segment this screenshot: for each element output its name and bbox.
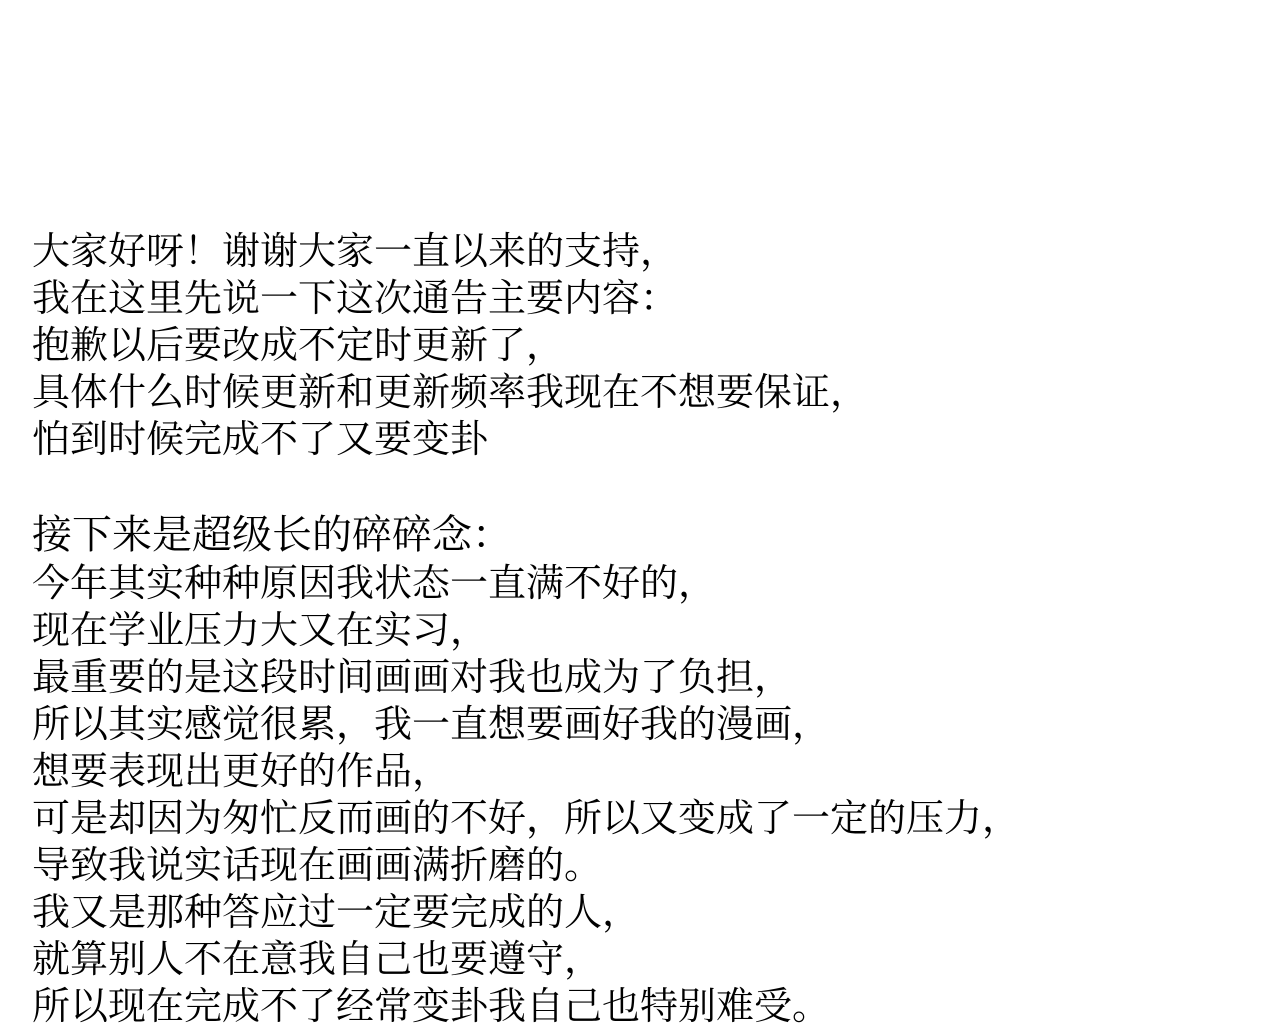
rambling-line-10: 所以现在完成不了经常变卦我自己也特别难受。 <box>32 984 831 1028</box>
rambling-line-6: 可是却因为匆忙反而画的不好，所以又变成了一定的压力， <box>32 796 1021 840</box>
rambling-line-5: 想要表现出更好的作品， <box>32 749 451 793</box>
paragraph-spacer <box>32 463 1248 510</box>
rambling-line-3: 最重要的是这段时间画画对我也成为了负担， <box>32 655 793 699</box>
announcement-line-4: 具体什么时候更新和更新频率我现在不想要保证， <box>32 370 869 414</box>
rambling-line-1: 今年其实种种原因我状态一直满不好的， <box>32 561 717 605</box>
rambling-line-8: 我又是那种答应过一定要完成的人， <box>32 890 641 934</box>
rambling-line-7: 导致我说实话现在画画满折磨的。 <box>32 843 603 887</box>
announcement-line-3: 抱歉以后要改成不定时更新了， <box>32 323 565 367</box>
document-text-block <box>32 228 1248 1030</box>
rambling-heading: 接下来是超级长的碎碎念： <box>32 512 512 558</box>
announcement-line-5: 怕到时候完成不了又要变卦 <box>32 417 489 461</box>
rambling-line-4: 所以其实感觉很累，我一直想要画好我的漫画， <box>32 702 831 746</box>
rambling-line-2: 现在学业压力大又在实习， <box>32 608 489 652</box>
announcement-line-2: 我在这里先说一下这次通告主要内容： <box>32 276 679 320</box>
rambling-line-9: 就算别人不在意我自己也要遵守， <box>32 937 603 981</box>
announcement-line-1: 大家好呀！谢谢大家一直以来的支持， <box>32 229 679 273</box>
